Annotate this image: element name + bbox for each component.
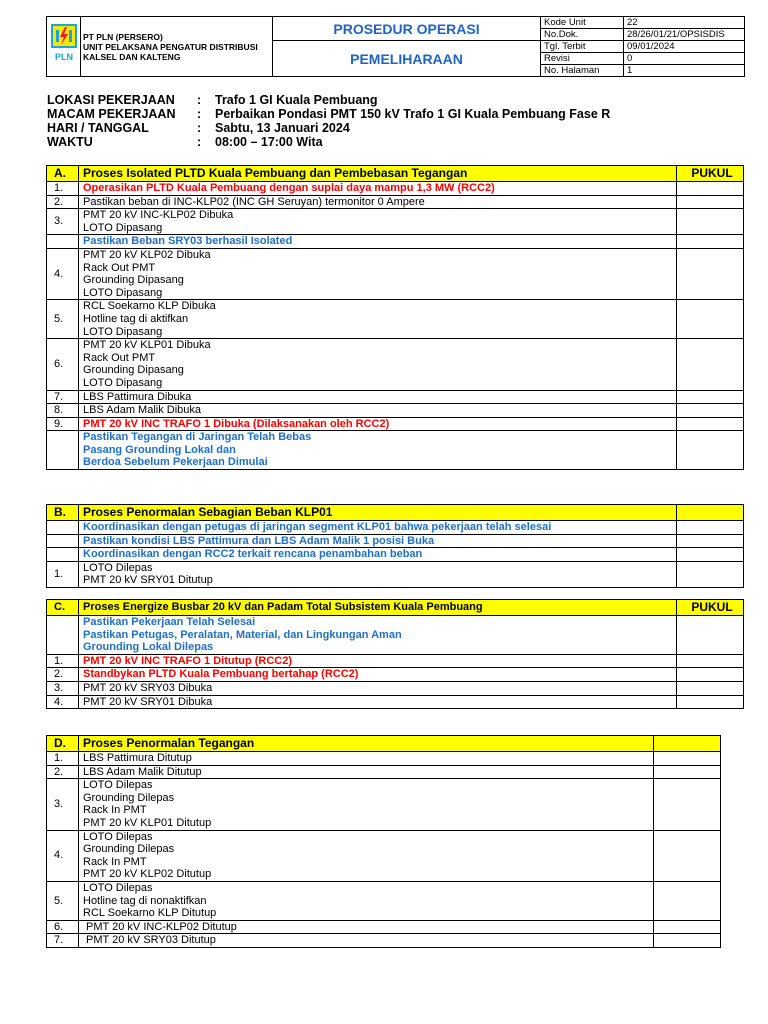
step-row <box>47 548 744 562</box>
step-row <box>47 561 744 587</box>
pukul-cell[interactable] <box>677 654 744 668</box>
section-c-header <box>47 600 744 616</box>
step-number: 9. <box>47 417 79 431</box>
pukul-header: PUKUL <box>677 600 744 616</box>
meta-value-no-halaman: 1 <box>624 65 745 77</box>
step-row <box>47 779 721 830</box>
step-number: 1. <box>47 182 79 196</box>
step-text <box>79 339 677 390</box>
step-line: Pastikan Tegangan di Jaringan Telah Bebas <box>83 431 312 444</box>
step-line: PMT 20 kV SRY03 Dibuka <box>83 681 213 694</box>
section-letter: C. <box>47 600 79 616</box>
step-number <box>47 431 79 470</box>
step-number: 3. <box>47 209 79 235</box>
pukul-cell[interactable] <box>677 561 744 587</box>
step-line: LOTO Dipasang <box>83 221 163 234</box>
pukul-cell[interactable] <box>677 417 744 431</box>
step-row <box>47 830 721 881</box>
job-info <box>47 93 737 149</box>
step-line: Grounding Dilepas <box>83 843 175 856</box>
step-line: Grounding Dipasang <box>83 364 184 377</box>
pukul-cell[interactable] <box>654 881 721 920</box>
step-line: Grounding Dipasang <box>83 274 184 287</box>
info-colon: : <box>197 121 202 135</box>
step-line: Rack Out PMT <box>83 351 156 364</box>
section-letter: D. <box>47 736 79 752</box>
pukul-cell[interactable] <box>654 779 721 830</box>
step-line: PMT 20 kV KLP02 Ditutup <box>83 868 212 881</box>
step-line: Pastikan beban di INC-KLP02 (INC GH Seruyan) termonitor 0 Ampere <box>83 195 425 208</box>
step-row <box>47 195 744 209</box>
meta-label-kode-unit: Kode Unit <box>541 17 624 29</box>
step-text <box>79 431 677 470</box>
step-line: LBS Adam Malik Dibuka <box>83 404 201 417</box>
step-row <box>47 404 744 418</box>
step-text <box>79 934 654 948</box>
step-line: Berdoa Sebelum Pekerjaan Dimulai <box>83 456 268 469</box>
step-number <box>47 548 79 562</box>
pln-logo-icon <box>51 24 77 64</box>
step-line: Operasikan PLTD Kuala Pembuang dengan suplai daya mampu 1,3 MW (RCC2) <box>83 182 495 194</box>
unit-line-2: KALSEL DAN KALTENG <box>83 51 181 62</box>
step-row <box>47 881 721 920</box>
step-line: Hotline tag di nonaktifkan <box>83 894 207 907</box>
step-text <box>79 390 677 404</box>
step-line: LOTO Dilepas <box>83 830 153 843</box>
step-text <box>79 182 677 196</box>
section-b-header <box>47 505 744 521</box>
step-text <box>79 417 677 431</box>
step-line: Pasang Grounding Lokal dan <box>83 443 236 456</box>
pukul-cell[interactable] <box>677 668 744 682</box>
pukul-cell[interactable] <box>677 534 744 548</box>
step-line: Grounding Dilepas <box>83 791 175 804</box>
step-row <box>47 681 744 695</box>
step-text <box>79 779 654 830</box>
step-number: 4. <box>47 695 79 709</box>
pukul-cell[interactable] <box>654 752 721 766</box>
step-row <box>47 616 744 655</box>
step-line: LBS Pattimura Ditutup <box>83 752 192 764</box>
section-d-table <box>46 735 721 948</box>
pukul-cell[interactable] <box>677 339 744 390</box>
company-name: PT PLN (PERSERO) <box>83 31 163 42</box>
unit-line-1: UNIT PELAKSANA PENGATUR DISTRIBUSI <box>83 41 258 52</box>
step-number: 2. <box>47 765 79 779</box>
step-text <box>79 920 654 934</box>
meta-value-no-dok: 28/26/01/21/OPSISDIS <box>624 29 745 41</box>
step-line: PMT 20 kV KLP02 Dibuka <box>83 248 211 261</box>
step-row <box>47 752 721 766</box>
waktu-value: 08:00 – 17:00 Wita <box>215 135 323 149</box>
step-number: 2. <box>47 195 79 209</box>
step-text <box>79 681 677 695</box>
section-letter: A. <box>47 166 79 182</box>
step-number <box>47 616 79 655</box>
doc-title: PROSEDUR OPERASI <box>273 17 541 41</box>
step-number: 2. <box>47 668 79 682</box>
pukul-header-empty <box>654 736 721 752</box>
pukul-cell[interactable] <box>677 182 744 196</box>
pukul-cell[interactable] <box>677 390 744 404</box>
section-c-table <box>46 599 744 709</box>
step-text <box>79 668 677 682</box>
waktu-label: WAKTU <box>47 135 93 149</box>
step-row <box>47 668 744 682</box>
step-row <box>47 248 744 299</box>
pukul-header: PUKUL <box>677 166 744 182</box>
section-title: Proses Penormalan Sebagian Beban KLP01 <box>79 505 677 521</box>
step-number: 1. <box>47 752 79 766</box>
section-a-table <box>46 165 744 470</box>
step-line: LBS Adam Malik Ditutup <box>83 765 202 778</box>
step-text <box>79 561 677 587</box>
pukul-cell[interactable] <box>654 765 721 779</box>
step-row <box>47 534 744 548</box>
step-line: Rack In PMT <box>83 855 147 868</box>
step-text <box>79 881 654 920</box>
document-header <box>46 16 745 77</box>
step-text <box>79 521 677 535</box>
step-text <box>79 695 677 709</box>
meta-label-revisi: Revisi <box>541 53 624 65</box>
step-line: Hotline tag di aktifkan <box>83 312 189 325</box>
step-row <box>47 654 744 668</box>
step-row <box>47 521 744 535</box>
pukul-cell[interactable] <box>654 934 721 948</box>
step-line: PMT 20 kV INC-KLP02 Dibuka <box>83 209 234 222</box>
logo-text: PLN <box>54 52 73 62</box>
step-number: 3. <box>47 681 79 695</box>
step-line: LOTO Dipasang <box>83 325 163 338</box>
step-line: Standbykan PLTD Kuala Pembuang bertahap (RCC2) <box>83 668 359 681</box>
step-number: 6. <box>47 339 79 390</box>
step-line: PMT 20 kV INC TRAFO 1 Dibuka (Dilaksanakan oleh RCC2) <box>83 417 390 430</box>
step-line: RCL Soekarno KLP Ditutup <box>83 907 217 920</box>
step-number <box>47 521 79 535</box>
step-line: LOTO Dilepas <box>83 881 153 894</box>
step-line: Koordinasikan dengan RCC2 terkait rencana penambahan beban <box>83 548 423 561</box>
step-row <box>47 431 744 470</box>
info-row-waktu <box>47 135 737 149</box>
macam-value: Perbaikan Pondasi PMT 150 kV Trafo 1 GI Kuala Pembuang Fase R <box>215 107 611 121</box>
step-text <box>79 548 677 562</box>
step-line: PMT 20 kV KLP01 Ditutup <box>83 816 212 829</box>
step-number: 4. <box>47 248 79 299</box>
section-letter: B. <box>47 505 79 521</box>
pukul-cell[interactable] <box>677 195 744 209</box>
info-row-hari <box>47 121 737 135</box>
step-row <box>47 920 721 934</box>
section-title: Proses Penormalan Tegangan <box>79 736 654 752</box>
step-number: 6. <box>47 920 79 934</box>
step-row <box>47 765 721 779</box>
meta-label-tgl-terbit: Tgl. Terbit <box>541 41 624 53</box>
meta-value-kode-unit: 22 <box>624 17 745 29</box>
pukul-cell[interactable] <box>677 548 744 562</box>
step-line: LOTO Dipasang <box>83 376 163 389</box>
pukul-cell[interactable] <box>677 616 744 655</box>
step-row <box>47 695 744 709</box>
pukul-cell[interactable] <box>677 521 744 535</box>
section-d-header <box>47 736 721 752</box>
info-row-macam <box>47 107 737 121</box>
step-row <box>47 235 744 249</box>
step-number: 4. <box>47 830 79 881</box>
step-line: PMT 20 kV SRY01 Ditutup <box>83 574 213 587</box>
pukul-cell[interactable] <box>677 235 744 249</box>
step-text <box>79 534 677 548</box>
step-line: LOTO Dipasang <box>83 286 163 299</box>
step-line: PMT 20 kV INC TRAFO 1 Ditutup (RCC2) <box>83 654 293 667</box>
hari-label: HARI / TANGGAL <box>47 121 149 135</box>
info-colon: : <box>197 93 202 107</box>
step-line: PMT 20 kV SRY01 Dibuka <box>83 695 213 708</box>
pukul-cell[interactable] <box>677 248 744 299</box>
step-number <box>47 534 79 548</box>
step-line: Pastikan kondisi LBS Pattimura dan LBS Adam Malik 1 posisi Buka <box>83 534 435 547</box>
step-line: Rack Out PMT <box>83 261 156 274</box>
step-line: Pastikan Pekerjaan Telah Selesai <box>83 616 256 628</box>
step-number: 1. <box>47 561 79 587</box>
step-text <box>79 248 677 299</box>
logo-cell <box>47 17 81 77</box>
info-colon: : <box>197 107 202 121</box>
section-a-header <box>47 166 744 182</box>
step-line: Grounding Lokal Dilepas <box>83 641 214 654</box>
step-number: 5. <box>47 881 79 920</box>
step-number: 1. <box>47 654 79 668</box>
step-row <box>47 390 744 404</box>
step-text <box>79 195 677 209</box>
pukul-cell[interactable] <box>677 431 744 470</box>
meta-label-no-dok: No.Dok. <box>541 29 624 41</box>
step-line: PMT 20 kV KLP01 Dibuka <box>83 339 211 352</box>
pukul-cell[interactable] <box>677 681 744 695</box>
pukul-cell[interactable] <box>677 404 744 418</box>
step-row <box>47 182 744 196</box>
step-line: RCL Soekarno KLP Dibuka <box>83 300 216 313</box>
step-number: 7. <box>47 934 79 948</box>
pukul-cell[interactable] <box>677 209 744 235</box>
step-row <box>47 300 744 339</box>
pukul-cell[interactable] <box>677 300 744 339</box>
step-number <box>47 235 79 249</box>
lokasi-label: LOKASI PEKERJAAN <box>47 93 175 107</box>
pukul-cell[interactable] <box>654 830 721 881</box>
step-text <box>79 616 677 655</box>
meta-value-revisi: 0 <box>624 53 745 65</box>
hari-value: Sabtu, 13 Januari 2024 <box>215 121 350 135</box>
step-text <box>79 235 677 249</box>
doc-subtitle: PEMELIHARAAN <box>273 41 541 77</box>
step-text <box>79 209 677 235</box>
step-text <box>79 830 654 881</box>
step-line: Koordinasikan dengan petugas di jaringan segment KLP01 bahwa pekerjaan telah selesai <box>83 521 552 533</box>
step-row <box>47 209 744 235</box>
info-row-lokasi <box>47 93 737 107</box>
step-row <box>47 339 744 390</box>
section-b-table <box>46 504 744 588</box>
step-row <box>47 934 721 948</box>
meta-label-no-halaman: No. Halaman <box>541 65 624 77</box>
step-line: PMT 20 kV SRY03 Ditutup <box>83 934 216 947</box>
pukul-header-empty <box>677 505 744 521</box>
pukul-cell[interactable] <box>677 695 744 709</box>
step-number: 3. <box>47 779 79 830</box>
step-line: Rack In PMT <box>83 804 147 817</box>
macam-label: MACAM PEKERJAAN <box>47 107 176 121</box>
step-line: LOTO Dilepas <box>83 561 153 574</box>
section-title: Proses Isolated PLTD Kuala Pembuang dan Pembebasan Tegangan <box>79 166 677 182</box>
step-line: LBS Pattimura Dibuka <box>83 390 192 403</box>
lokasi-value: Trafo 1 GI Kuala Pembuang <box>215 93 378 107</box>
step-number: 8. <box>47 404 79 418</box>
company-cell <box>81 17 273 77</box>
section-title: Proses Energize Busbar 20 kV dan Padam Total Subsistem Kuala Pembuang <box>79 600 677 616</box>
step-line: Pastikan Petugas, Peralatan, Material, dan Lingkungan Aman <box>83 628 402 641</box>
step-line: PMT 20 kV INC-KLP02 Ditutup <box>83 920 237 933</box>
step-text <box>79 300 677 339</box>
step-number: 7. <box>47 390 79 404</box>
step-row <box>47 417 744 431</box>
step-text <box>79 654 677 668</box>
meta-value-tgl-terbit: 09/01/2024 <box>624 41 745 53</box>
step-text <box>79 404 677 418</box>
step-line: LOTO Dilepas <box>83 779 153 792</box>
step-text <box>79 752 654 766</box>
step-text <box>79 765 654 779</box>
info-colon: : <box>197 135 202 149</box>
step-line: Pastikan Beban SRY03 berhasil Isolated <box>83 235 293 248</box>
step-number: 5. <box>47 300 79 339</box>
pukul-cell[interactable] <box>654 920 721 934</box>
